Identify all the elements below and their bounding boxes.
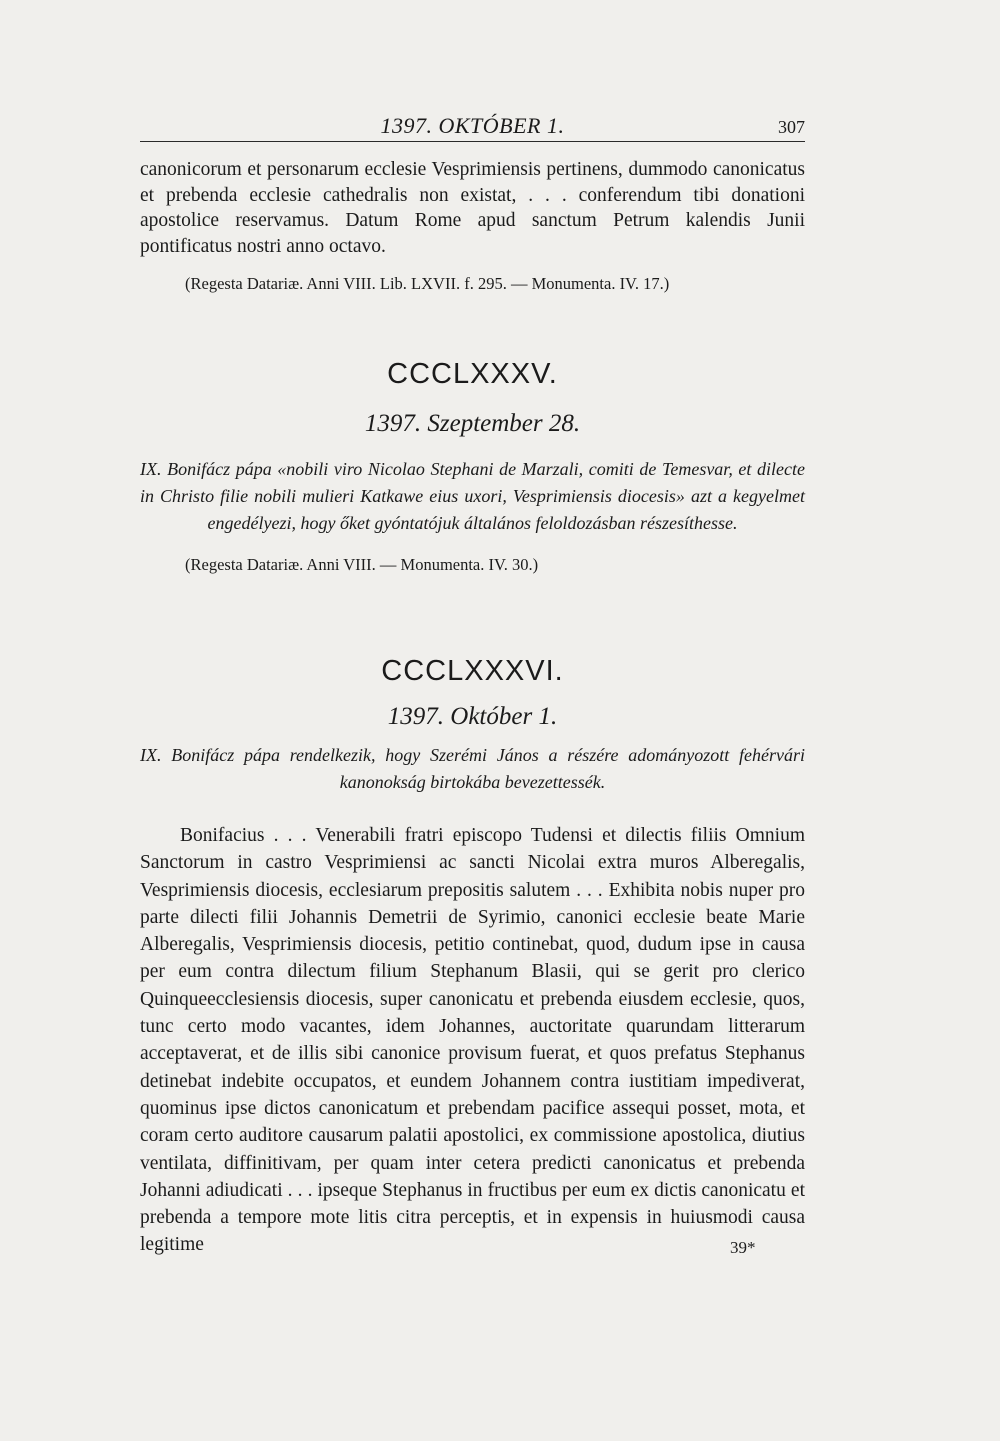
page-number: 307 — [778, 117, 805, 137]
entry-number: CCCLXXXVI. — [381, 655, 564, 687]
charter-text-block — [140, 822, 805, 1259]
signature-mark: 39* — [730, 1238, 756, 1257]
header-date: 1397. OKTÓBER 1. — [380, 113, 565, 138]
entry-summary: IX. Bonifácz pápa rendelkezik, hogy Szerémi János a részére adományozott fehérvári kanonokság birtokába bevezettessék. — [140, 745, 805, 792]
entry-date: 1397. Szeptember 28. — [364, 410, 581, 437]
entry-block — [140, 742, 805, 796]
running-header — [140, 113, 805, 142]
continuation-text: canonicorum et personarum ecclesie Vesprimiensis pertinens, dummodo canonicatus et prebenda ecclesie cathedralis non existat, . . . conferendum tibi donationi apostolice reservamus. Datum Rome apud sanctum Petrum kalendis Junii pontificatus nostri anno octavo. — [140, 159, 805, 257]
entry-reference: (Regesta Datariæ. Anni VIII. — Monumenta. IV. 30.) — [185, 555, 539, 574]
entry-date: 1397. Október 1. — [387, 703, 558, 730]
entry-number: CCCLXXXV. — [387, 358, 558, 390]
entry-summary: IX. Bonifácz pápa «nobili viro Nicolao Stephani de Marzali, comiti de Temesvar, et dilecte in Christo filie nobili mulieri Katkawe eius uxori, Vesprimiensis diocesis» azt a kegyelmet engedélyezi, hogy őket gyóntatójuk általános feloldozásban részesíthesse. — [140, 459, 805, 533]
charter-text: Bonifacius . . . Venerabili fratri episcopo Tudensi et dilectis filiis Omnium Sanctorum in castro Vesprimiensi ac sancti Nicolai extra muros Alberegalis, Vesprimiensis diocesis, ecclesiarum prepositis salutem . . . Exhibita nobis nuper pro parte dilecti filii Johannis Demetrii de Syrimio, canonici ecclesie beate Marie Alberegalis, Vesprimiensis diocesis, petitio continebat, quod, dudum ipse in causa per eum contra dilectum filium Stephanum Blasii, qui se gerit pro clerico Quinqueecclesiensis diocesis, super canonicatu et prebenda eiusdem ecclesie, quos, tunc certo modo vacantes, idem Johannes, auctoritate quarundam litterarum acceptaverat, et de illis sibi canonice provisum fuerat, et quos prefatus Stephanus detinebat indebite occupatos, et eundem Johannem contra iustitiam impediverat, quominus ipse dictos canonicatum et prebendam pacifice assequi posset, mota, et coram certo auditore causarum palatii apostolici, ex commissione apostolica, diutius ventilata, diffinitivam, per quam inter cetera predicti canonicatus et prebenda Johanni adiudicati . . . ipseque Stephanus in fructibus per eum ex dictis canonicatu et prebenda a tempore mote litis citra perceptis, et in expensis in huiusmodi causa legitime — [140, 825, 805, 1256]
continuation-reference: (Regesta Datariæ. Anni VIII. Lib. LXVII. f. 295. — Monumenta. IV. 17.) — [185, 274, 670, 293]
entry-block — [140, 456, 805, 576]
continuation-block — [140, 157, 805, 295]
